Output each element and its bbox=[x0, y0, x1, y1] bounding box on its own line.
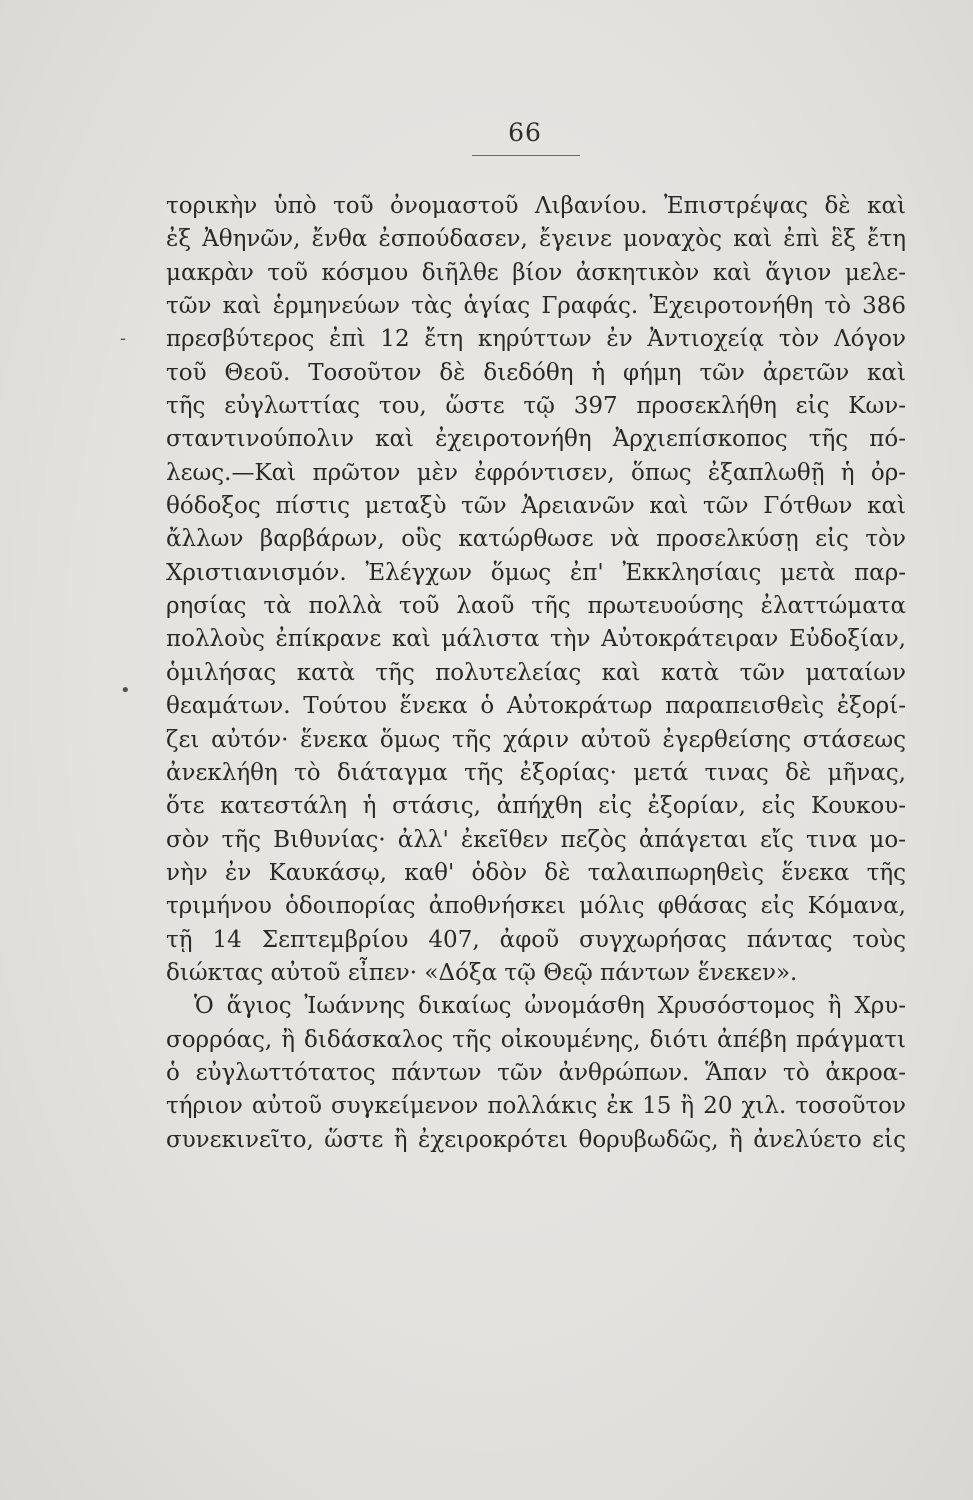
text-line: ὁ εὐγλωττότατος πάντων τῶν ἀνθρώπων. Ἅπαν τὸ ἀκροα- bbox=[166, 1059, 906, 1086]
text-line: τῆς εὐγλωττίας του, ὥστε τῷ 397 προσεκλήθη εἰς Κων- bbox=[166, 393, 906, 420]
text-line: θεαμάτων. Τούτου ἕνεκα ὁ Αὐτοκράτωρ παραπεισθεὶς ἐξορί- bbox=[166, 693, 906, 720]
text-line: ὁμιλήσας κατὰ τῆς πολυτελείας καὶ κατὰ τῶν ματαίων bbox=[166, 659, 906, 686]
text-line: σὸν τῆς Βιθυνίας· ἀλλ' ἐκεῖθεν πεζὸς ἀπάγεται εἴς τινα μο- bbox=[166, 826, 906, 853]
text-line: τήριον αὐτοῦ συγκείμενον πολλάκις ἐκ 15 ἢ 20 χιλ. τοσοῦτον bbox=[166, 1093, 906, 1120]
text-line: ὅτε κατεστάλη ἡ στάσις, ἀπήχθη εἰς ἐξορίαν, εἰς Κουκου- bbox=[166, 793, 906, 820]
page-number: 66 bbox=[508, 118, 542, 147]
body-text bbox=[166, 190, 906, 1157]
text-line: διώκτας αὐτοῦ εἶπεν· «Δόξα τῷ Θεῷ πάντων ἕνεκεν». bbox=[166, 959, 798, 986]
text-line: μακρὰν τοῦ κόσμου διῆλθε βίον ἀσκητικὸν καὶ ἅγιον μελε- bbox=[166, 259, 906, 286]
text-line: νὴν ἐν Καυκάσῳ, καθ' ὁδὸν δὲ ταλαιπωρηθεὶς ἕνεκα τῆς bbox=[166, 859, 906, 886]
text-line: Ὁ ἅγιος Ἰωάννης δικαίως ὠνομάσθη Χρυσόστομος ἢ Χρυ- bbox=[194, 993, 906, 1020]
text-line: ρησίας τὰ πολλὰ τοῦ λαοῦ τῆς πρωτευούσης ἐλαττώματα bbox=[166, 593, 906, 620]
text-line: τριμήνου ὁδοιπορίας ἀποθνήσκει μόλις φθάσας εἰς Κόμανα, bbox=[166, 893, 906, 920]
text-line: πρεσβύτερος ἐπὶ 12 ἔτη κηρύττων ἐν Ἀντιοχείᾳ τὸν Λόγον bbox=[166, 326, 906, 353]
text-line: λεως.—Καὶ πρῶτον μὲν ἐφρόντισεν, ὅπως ἐξαπλωθῇ ἡ ὀρ- bbox=[166, 459, 906, 486]
text-line: τῶν καὶ ἑρμηνεύων τὰς ἁγίας Γραφάς. Ἐχειροτονήθη τὸ 386 bbox=[166, 293, 906, 320]
text-line: Χριστιανισμόν. Ἐλέγχων ὅμως ἐπ' Ἐκκλησίαις μετὰ παρ- bbox=[166, 559, 906, 586]
text-line: ἐξ Ἀθηνῶν, ἔνθα ἐσπούδασεν, ἔγεινε μοναχὸς καὶ ἐπὶ ἓξ ἔτη bbox=[166, 226, 906, 253]
margin-mark: - bbox=[120, 328, 127, 349]
text-line: σορρόας, ἢ διδάσκαλος τῆς οἰκουμένης, διότι ἀπέβη πράγματι bbox=[166, 1026, 906, 1053]
text-line: τορικὴν ὑπὸ τοῦ ὀνομαστοῦ Λιβανίου. Ἐπιστρέψας δὲ καὶ bbox=[166, 193, 906, 219]
text-line: ζει αὐτόν· ἕνεκα ὅμως τῆς χάριν αὐτοῦ ἐγερθείσης στάσεως bbox=[166, 726, 906, 753]
text-line: ἄλλων βαρβάρων, οὓς κατώρθωσε νὰ προσελκύσῃ εἰς τὸν bbox=[166, 526, 906, 553]
text-line: θόδοξος πίστις μεταξὺ τῶν Ἀρειανῶν καὶ τῶν Γότθων καὶ bbox=[166, 493, 906, 520]
text-line: ἀνεκλήθη τὸ διάταγμα τῆς ἐξορίας· μετά τινας δὲ μῆνας, bbox=[166, 759, 906, 786]
text-line: τοῦ Θεοῦ. Τοσοῦτον δὲ διεδόθη ἡ φήμη τῶν ἀρετῶν καὶ bbox=[166, 359, 906, 386]
margin-mark: • bbox=[120, 680, 131, 701]
text-line: σταντινούπολιν καὶ ἐχειροτονήθη Ἀρχιεπίσκοπος τῆς πό- bbox=[166, 426, 906, 453]
header-rule bbox=[472, 155, 580, 156]
text-line: συνεκινεῖτο, ὥστε ἢ ἐχειροκρότει θορυβωδῶς, ἢ ἀνελύετο εἰς bbox=[166, 1126, 906, 1153]
text-line: πολλοὺς ἐπίκρανε καὶ μάλιστα τὴν Αὐτοκράτειραν Εὐδοξίαν, bbox=[166, 626, 906, 653]
text-line: τῇ 14 Σεπτεμβρίου 407, ἀφοῦ συγχωρήσας πάντας τοὺς bbox=[166, 926, 906, 953]
